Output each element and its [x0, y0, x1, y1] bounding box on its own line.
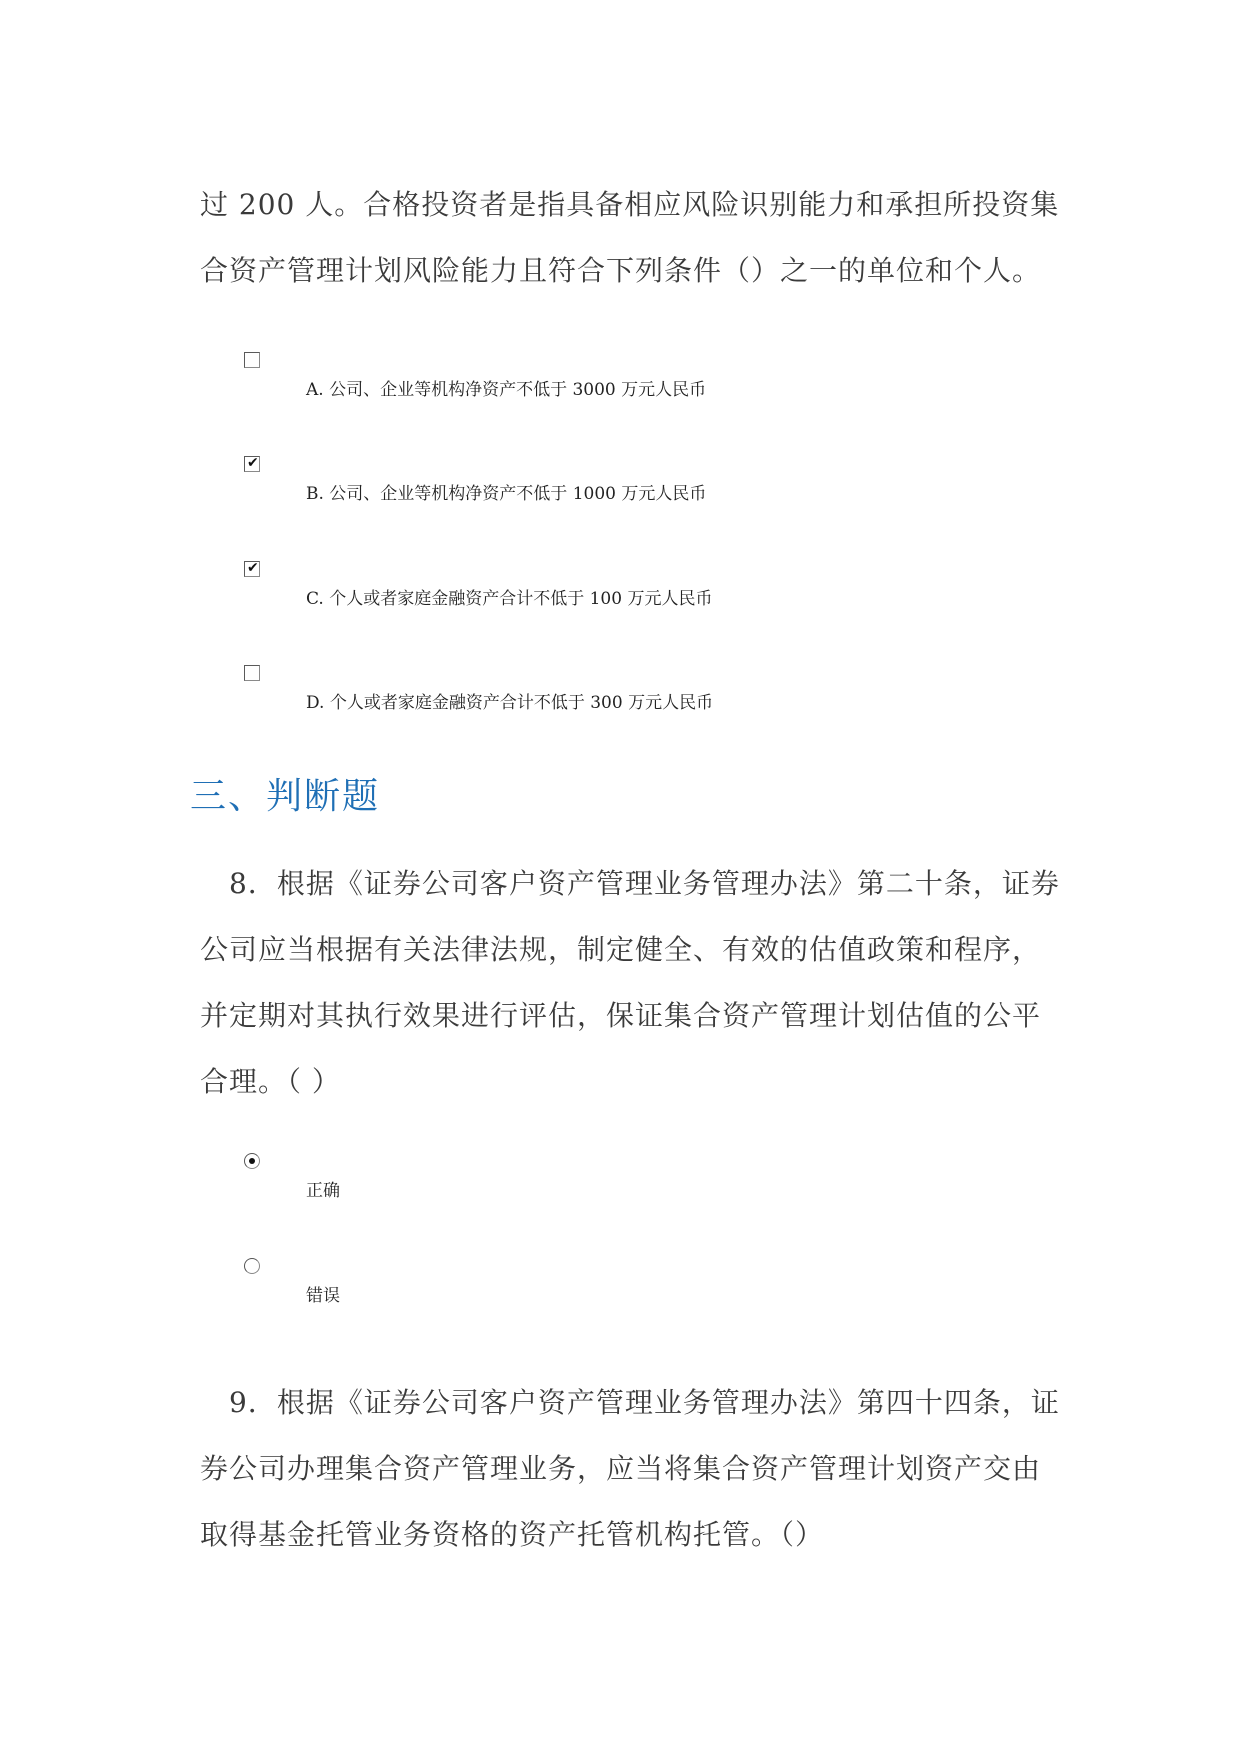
question-9-line: 取得基金托管业务资格的资产托管机构托管。（） — [200, 1518, 825, 1551]
option-false[interactable] — [244, 1258, 944, 1318]
question-8-text — [200, 851, 1060, 1115]
option-d-label: D. 个人或者家庭金融资产合计不低于 300 万元人民币 — [306, 693, 714, 713]
checkbox-option-d[interactable] — [244, 665, 260, 681]
option-a[interactable] — [244, 352, 944, 412]
option-a-label: A. 公司、企业等机构净资产不低于 3000 万元人民币 — [306, 380, 707, 400]
question-7-text — [200, 172, 1060, 304]
option-true-label: 正确 — [306, 1181, 340, 1201]
check-icon: ✔ — [247, 455, 259, 471]
option-c-label: C. 个人或者家庭金融资产合计不低于 100 万元人民币 — [306, 589, 713, 609]
checkbox-option-c[interactable] — [244, 561, 260, 577]
question-9-text — [200, 1370, 1060, 1568]
question-9-line: 9．根据《证券公司客户资产管理业务管理办法》第四十四条，证 — [200, 1386, 1060, 1419]
section-title: 三、判断题 — [190, 776, 381, 817]
question-7-line: 合资产管理计划风险能力且符合下列条件（）之一的单位和个人。 — [200, 254, 1042, 287]
option-d[interactable] — [244, 665, 944, 725]
option-b[interactable] — [244, 456, 944, 516]
radio-true[interactable] — [244, 1153, 260, 1169]
question-9-line: 券公司办理集合资产管理业务，应当将集合资产管理计划资产交由 — [200, 1452, 1042, 1485]
option-c[interactable] — [244, 561, 944, 621]
option-false-label: 错误 — [306, 1286, 340, 1306]
question-8-line: 公司应当根据有关法律法规，制定健全、有效的估值政策和程序， — [200, 933, 1042, 966]
check-icon: ✔ — [247, 560, 259, 576]
question-8-line: 8．根据《证券公司客户资产管理业务管理办法》第二十条，证券 — [200, 867, 1060, 900]
option-true[interactable] — [244, 1153, 944, 1213]
option-b-label: B. 公司、企业等机构净资产不低于 1000 万元人民币 — [306, 484, 707, 504]
checkbox-option-a[interactable] — [244, 352, 260, 368]
question-8-line: 合理。（ ） — [200, 1065, 341, 1098]
radio-dot-icon — [249, 1158, 255, 1164]
radio-false[interactable] — [244, 1258, 260, 1274]
question-7-line: 过 200 人。合格投资者是指具备相应风险识别能力和承担所投资集 — [200, 188, 1060, 221]
checkbox-option-b[interactable] — [244, 456, 260, 472]
question-8-line: 并定期对其执行效果进行评估，保证集合资产管理计划估值的公平 — [200, 999, 1042, 1032]
